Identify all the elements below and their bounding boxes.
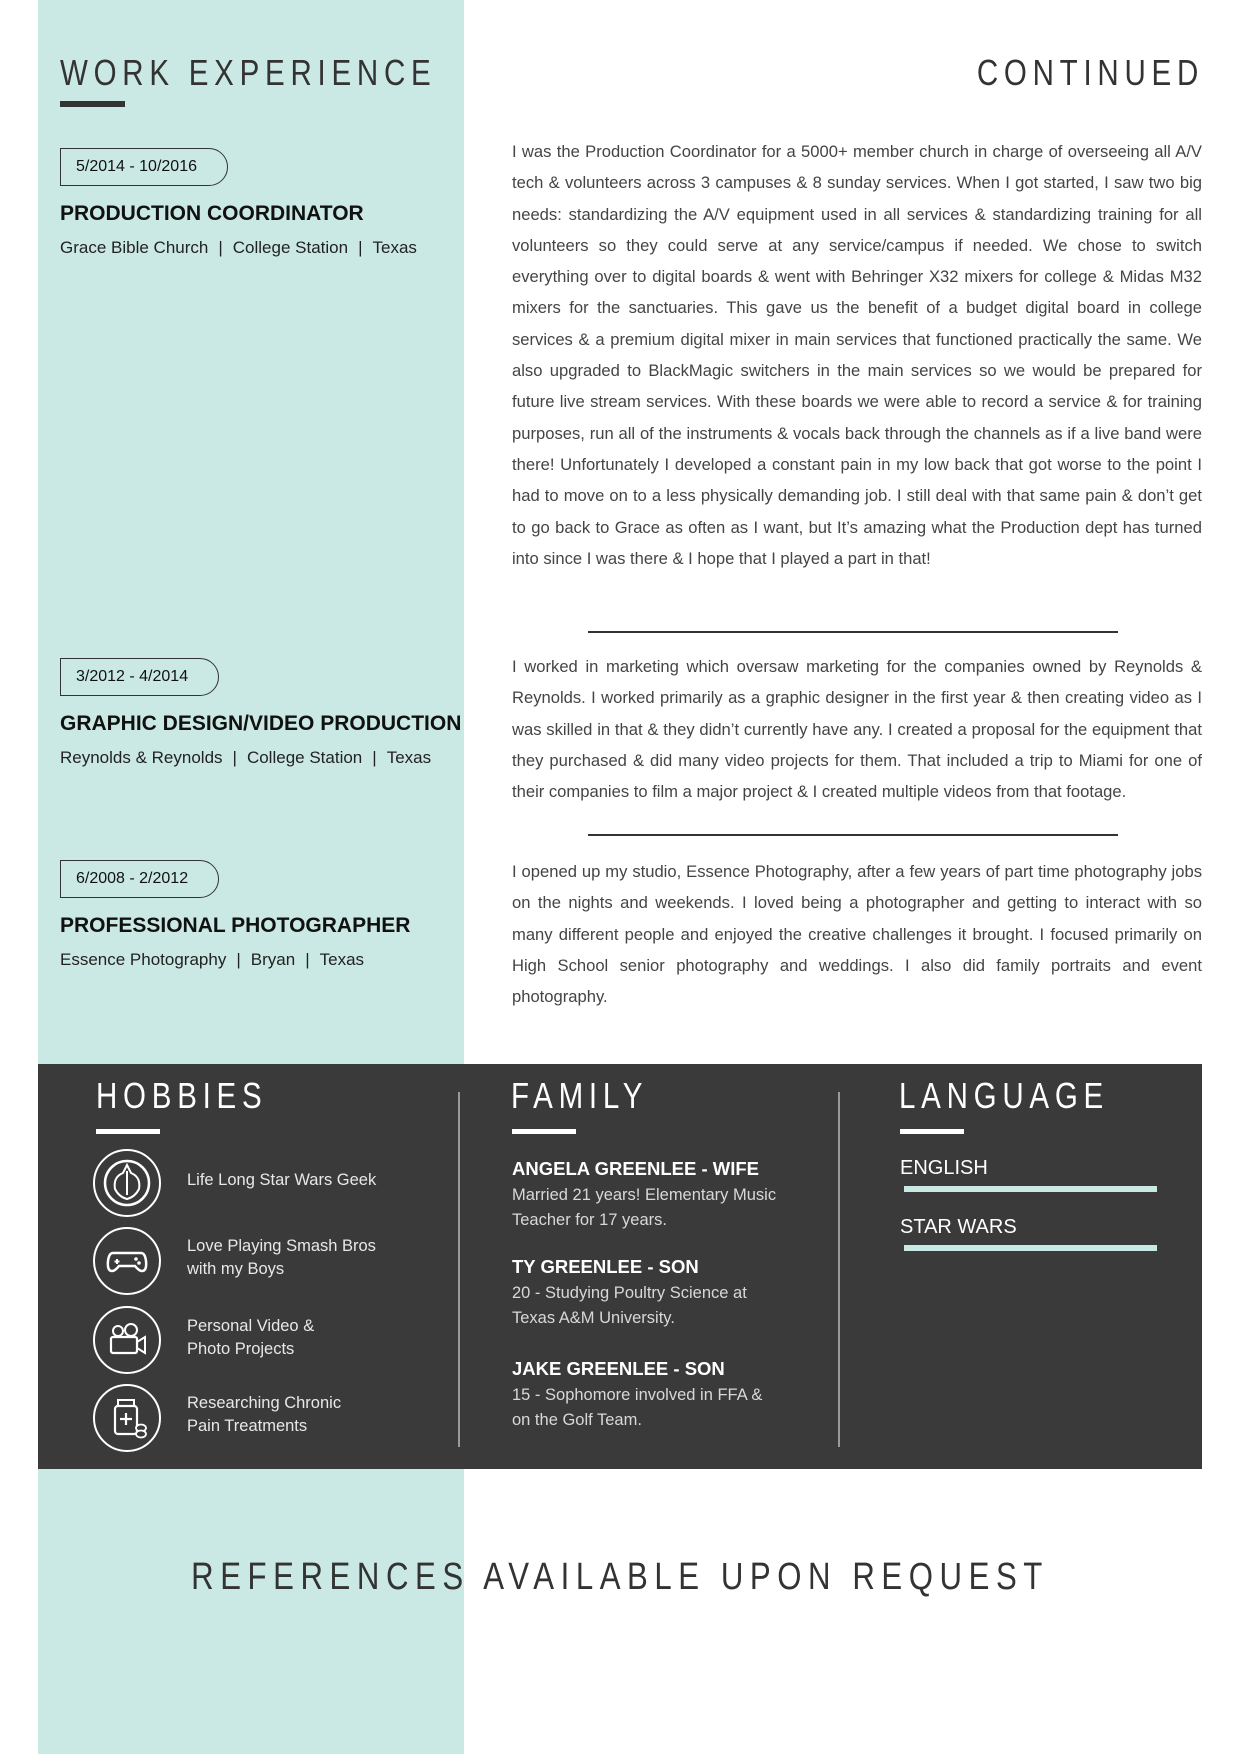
job-state: Texas xyxy=(372,238,417,257)
job-location xyxy=(60,950,460,970)
hobbies-title: HOBBIES xyxy=(96,1075,268,1116)
job-description-3: I opened up my studio, Essence Photography, after a few years of part time photography jobs on the nights and weekends. I loved being a photographer and getting to interact with so many different people and enjoyed the creative challenges it brought. I focused primarily on High School senior photography and weddings. I also did family portraits and event photography. xyxy=(512,862,1202,1007)
section-divider xyxy=(588,834,1118,836)
section-divider xyxy=(588,631,1118,633)
section-title-underline xyxy=(60,101,125,107)
column-separator xyxy=(458,1092,460,1447)
job-dates: 6/2008 - 2/2012 xyxy=(60,860,219,898)
language-item: STAR WARS xyxy=(900,1216,1160,1251)
job-title: PRODUCTION COORDINATOR xyxy=(60,202,364,225)
rebel-alliance-icon xyxy=(93,1149,161,1217)
family-member: TY GREENLEE - SON 20 - Studying Poultry Science at Texas A&M University. xyxy=(512,1256,747,1327)
hobbies-title-underline xyxy=(96,1129,160,1134)
column-separator xyxy=(838,1092,840,1447)
hobby-item xyxy=(93,1384,433,1454)
video-camera-icon xyxy=(93,1306,161,1374)
family-member: JAKE GREENLEE - SON 15 - Sophomore involved in FFA & on the Golf Team. xyxy=(512,1358,763,1429)
job-city: College Station xyxy=(246,748,363,767)
job-location xyxy=(60,238,460,258)
language-level-bar xyxy=(904,1245,1157,1251)
separator: | xyxy=(305,950,310,969)
language-title-underline xyxy=(900,1129,964,1134)
job-org: Grace Bible Church xyxy=(60,238,209,257)
job-org: Reynolds & Reynolds xyxy=(60,748,223,767)
job-entry-1 xyxy=(60,148,460,258)
hobby-item xyxy=(93,1227,433,1297)
job-title: GRAPHIC DESIGN/VIDEO PRODUCTION xyxy=(60,712,462,735)
job-location xyxy=(60,748,460,768)
job-entry-2 xyxy=(60,658,460,768)
separator: | xyxy=(218,238,223,257)
separator: | xyxy=(236,950,241,969)
hobby-label: Life Long Star Wars Geek xyxy=(187,1171,377,1189)
hobby-item xyxy=(93,1306,433,1376)
job-state: Texas xyxy=(319,950,365,969)
section-title: WORK EXPERIENCE xyxy=(60,52,437,93)
hobby-item xyxy=(93,1149,433,1219)
job-entry-3 xyxy=(60,860,460,970)
job-description-2: I worked in marketing which oversaw marketing for the companies owned by Reynolds & Reynolds. I worked primarily as a graphic designer in the first year & then creating video as I was skilled in that & they didn’t currently have any. I created a proposal for the equipment that they purchased & did many video projects for them. That included a trip to Miami for one of their companies to film a major project & I created multiple videos from that footage. xyxy=(512,657,1202,802)
job-title: PROFESSIONAL PHOTOGRAPHER xyxy=(60,914,411,937)
job-dates: 3/2012 - 4/2014 xyxy=(60,658,219,696)
job-org: Essence Photography xyxy=(60,950,227,969)
language-title: LANGUAGE xyxy=(899,1075,1109,1116)
language-item: ENGLISH xyxy=(900,1157,1160,1192)
job-state: Texas xyxy=(386,748,432,767)
hobby-label: Researching Chronic Pain Treatments xyxy=(187,1394,342,1435)
family-title: FAMILY xyxy=(511,1075,649,1116)
hobby-label: Personal Video & Photo Projects xyxy=(187,1317,315,1358)
family-title-underline xyxy=(512,1129,576,1134)
separator: | xyxy=(358,238,363,257)
job-city: Bryan xyxy=(250,950,296,969)
hobby-label: Love Playing Smash Bros with my Boys xyxy=(187,1237,376,1278)
language-level-bar xyxy=(904,1186,1157,1192)
separator: | xyxy=(232,748,237,767)
medicine-bottle-icon xyxy=(93,1384,161,1452)
separator: | xyxy=(372,748,377,767)
family-member: ANGELA GREENLEE - WIFE Married 21 years! Elementary Music Teacher for 17 years. xyxy=(512,1158,777,1229)
job-city: College Station xyxy=(232,238,349,257)
references-note: REFERENCES AVAILABLE UPON REQUEST xyxy=(191,1556,1049,1598)
job-dates: 5/2014 - 10/2016 xyxy=(60,148,228,186)
game-controller-icon xyxy=(93,1227,161,1295)
continued-label: CONTINUED xyxy=(976,52,1204,93)
job-description-1: I was the Production Coordinator for a 5000+ member church in charge of overseeing all A/V tech & volunteers across 3 campuses & 8 sunday services. When I got started, I saw two big needs: standardizing the A/V equipment used in all services & standardizing training for all volunteers so they could serve at any service/campus if needed. We chose to switch everything over to digital boards & went with Behringer X32 mixers for college & Midas M32 mixers for the sanctuaries. This gave us the benefit of a budget digital board in college services & a premium digital mixer in main services that functioned practically the same. We also upgraded to BlackMagic switchers in the main services so we would be prepared for future live stream services. With these boards we were able to record a service & for training purposes, run all of the instruments & vocals back through the channels as if a live band were there! Unfortunately I developed a constant pain in my low back that got worse to the point I had to move on to a less physically demanding job. I still deal with that same pain & don’t get to go back to Grace as often as I want, but It’s amazing what the Production dept has turned into since I was there & I hope that I played a part in that! xyxy=(512,142,1202,568)
